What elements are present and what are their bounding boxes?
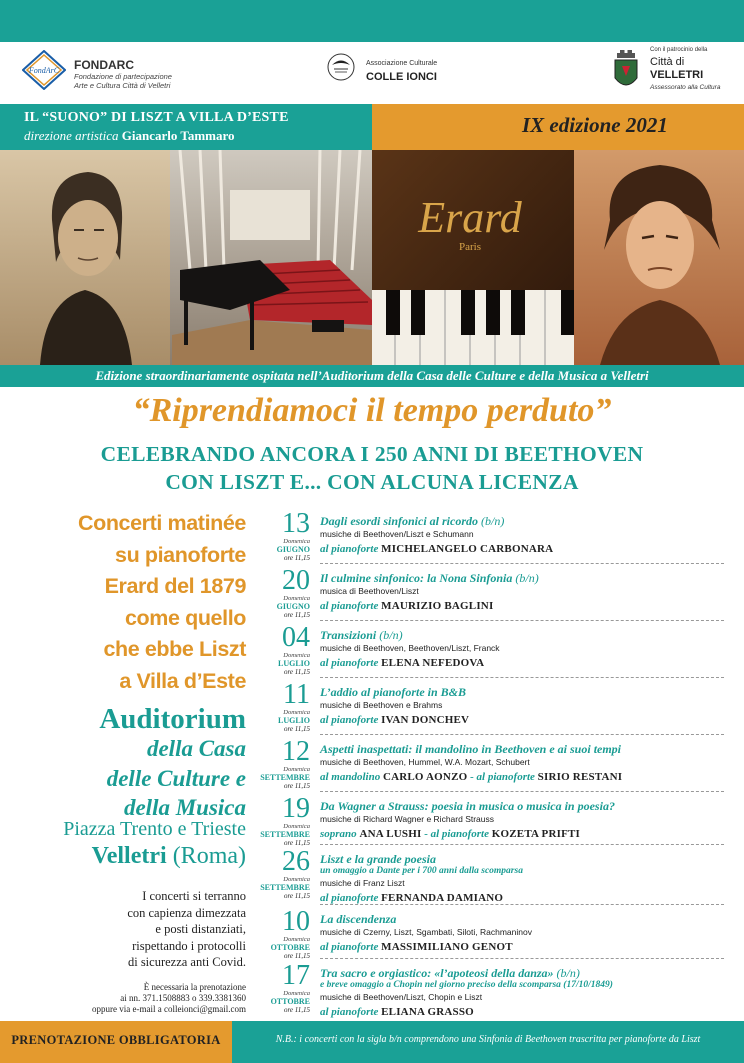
booking-info (10, 982, 246, 1015)
performer-role: al pianoforte (320, 543, 379, 555)
concert-day: 19 (282, 793, 310, 824)
covid-line: I concerti si terranno (142, 889, 246, 903)
concert-title (320, 912, 734, 926)
concert-date (250, 848, 310, 900)
auditorium-name-line: delle Culture e (106, 765, 246, 791)
concert-program: musiche di Franz Liszt (320, 878, 405, 888)
concert-title-text: Transizioni (320, 628, 377, 642)
auditorium-name (10, 734, 246, 823)
fondarc-title: FONDARC (74, 58, 134, 72)
concert-weekday: Domenica (283, 876, 310, 883)
covid-line: rispettando i protocolli (132, 938, 246, 953)
fondarc-subtitle (74, 72, 194, 90)
headline-quote: “Riprendiamoci il tempo perduto” (132, 392, 612, 429)
concerti-line: come quello (124, 605, 246, 630)
concert-title-text: Dagli esordi sinfonici al ricordo (320, 514, 479, 528)
concert-time: ore 11,15 (283, 1006, 310, 1014)
concert-time: ore 11,15 (283, 782, 310, 790)
top-band (0, 0, 744, 42)
concert-details (320, 912, 734, 954)
concert-program: musiche di Czerny, Liszt, Sgambati, Siloti, Rachmaninov (320, 927, 532, 937)
concerti-line: su pianoforte (115, 542, 246, 567)
concert-title (320, 742, 734, 756)
concert-time: ore 11,15 (283, 611, 310, 619)
fondarc-logo-text: FondArC (28, 66, 60, 75)
concert-time: ore 11,15 (283, 725, 310, 733)
headline-sub-2: CON LISZT E... CON ALCUNA LICENZA (165, 470, 579, 494)
performer-name: MAURIZIO BAGLINI (381, 600, 494, 612)
performer-name: ANA LUSHI (359, 828, 422, 840)
concert-title-text: Tra sacro e orgiastico: «l’apoteosi della danza» (320, 966, 554, 980)
concerti-line: Erard del 1879 (104, 574, 246, 598)
performer-name: MASSIMILIANO GENOT (381, 941, 513, 953)
velletri-city: Città di (650, 56, 685, 68)
beethoven-portrait (574, 150, 744, 365)
velletri-crest-icon (612, 48, 640, 94)
performer-role: al pianoforte (430, 828, 489, 840)
concert-program: musiche di Beethoven e Brahms (320, 700, 443, 710)
concert-divider (320, 904, 724, 905)
performer-role: al pianoforte (320, 941, 379, 953)
erard-keyboard-photo (372, 150, 574, 365)
concert-details (320, 966, 734, 1019)
concert-day: 11 (283, 679, 310, 710)
concert-title-text: Liszt e la grande poesia (320, 852, 436, 866)
concert-time: ore 11,15 (283, 839, 310, 847)
concert-time: ore 11,15 (283, 952, 310, 960)
fondarc-subtitle-line: Arte e Cultura Città di Velletri (74, 81, 171, 90)
performer-name: KOZETA PRIFTI (491, 828, 581, 840)
concert-tag: (b/n) (379, 628, 403, 642)
performer-role: al pianoforte (476, 771, 535, 783)
concert-performers (320, 713, 734, 727)
concert-tag: (b/n) (481, 514, 505, 528)
concert-performers (320, 1005, 734, 1019)
booking-phones: ai nn. 371.1508883 o 339.3381360 (120, 993, 246, 1003)
concert-time: ore 11,15 (283, 892, 310, 900)
concert-divider (320, 958, 724, 959)
concert-details (320, 685, 734, 727)
festival-title: IL “SUONO” DI LISZT A VILLA D’ESTE (24, 110, 289, 125)
colle-ionci-logo (326, 52, 356, 82)
photo-strip (0, 150, 744, 365)
concert-subtitle: un omaggio a Dante per i 700 anni dalla scomparsa (320, 866, 523, 876)
concert-title (320, 514, 734, 528)
concert-title (320, 628, 734, 642)
concert-month: OTTOBRE (270, 997, 310, 1006)
concert-performers (320, 827, 734, 841)
concert-date (250, 962, 310, 1014)
fondarc-subtitle-line: Fondazione di partecipazione (74, 72, 172, 81)
concert-performers (320, 770, 734, 784)
booking-email: oppure via e-mail a colleionci@gmail.com (92, 1004, 246, 1014)
concert-date (250, 795, 310, 847)
concert-title-text: Il culmine sinfonico: la Nona Sinfonia (320, 571, 513, 585)
director-name: Giancarlo Tammaro (121, 128, 235, 143)
concert-program: musiche di Richard Wagner e Richard Strauss (320, 814, 495, 824)
concert-month: GIUGNO (276, 545, 310, 554)
auditorium-photo (170, 150, 372, 365)
concert-day: 17 (282, 960, 310, 991)
concert-title (320, 685, 734, 699)
performer-separator: - (424, 828, 428, 840)
concert-divider (320, 563, 724, 564)
concerti-line: a Villa d’Este (119, 668, 246, 693)
concert-program: musica di Beethoven/Liszt (320, 586, 419, 596)
venue-address: Piazza Trento e Trieste (63, 818, 246, 840)
concert-date (250, 908, 310, 960)
city-name: Velletri (91, 843, 167, 869)
concert-divider (320, 620, 724, 621)
auditorium-name-line: della Musica (123, 795, 246, 820)
concert-performers (320, 940, 734, 954)
edition-label: IX edizione 2021 (522, 113, 668, 137)
concert-performers (320, 891, 734, 905)
artistic-direction (24, 128, 235, 144)
concert-details (320, 628, 734, 670)
performer-name: ELENA NEFEDOVA (381, 657, 485, 669)
fondarc-logo (22, 50, 66, 90)
concert-details (320, 852, 734, 905)
concert-weekday: Domenica (283, 936, 310, 943)
auditorium-name-line: della Casa (146, 736, 246, 761)
concert-time: ore 11,15 (283, 668, 310, 676)
concert-day: 26 (282, 846, 310, 877)
concert-day: 10 (282, 906, 310, 937)
booking-required: È necessaria la prenotazione (143, 982, 246, 992)
concert-details (320, 514, 734, 556)
concert-tag: (b/n) (515, 571, 539, 585)
performer-role: al pianoforte (320, 892, 379, 904)
concert-weekday: Domenica (283, 538, 310, 545)
concert-date (250, 567, 310, 619)
covid-notice (10, 888, 246, 971)
velletri-office: Assessorato alla Cultura (650, 84, 721, 91)
performer-name: IVAN DONCHEV (381, 714, 470, 726)
concert-title-text: L’addio al pianoforte in B&B (320, 685, 467, 699)
erard-brand-text: Erard (418, 193, 522, 242)
velletri-name: VELLETRI (650, 69, 704, 81)
direction-label: direzione artistica (24, 128, 119, 143)
concert-date (250, 510, 310, 562)
footer-note: N.B.: i concerti con la sigla b/n comprendono una Sinfonia di Beethoven trascritta per pianoforte da Liszt (275, 1034, 701, 1045)
concert-performers (320, 656, 734, 670)
concert-weekday: Domenica (283, 766, 310, 773)
concert-month: GIUGNO (276, 602, 310, 611)
concert-details (320, 571, 734, 613)
covid-line: di sicurezza anti Covid. (127, 955, 246, 969)
concert-title (320, 852, 734, 866)
covid-line: e posti distanziati, (155, 922, 246, 936)
booking-mandatory: PRENOTAZIONE OBBLIGATORIA (11, 1033, 221, 1047)
performer-separator: - (470, 771, 474, 783)
performer-name: FERNANDA DAMIANO (381, 892, 504, 904)
concert-date (250, 624, 310, 676)
concert-weekday: Domenica (283, 652, 310, 659)
concert-title-text: Da Wagner a Strauss: poesia in musica o musica in poesia? (320, 799, 615, 813)
covid-line: con capienza dimezzata (127, 905, 246, 920)
concert-title (320, 966, 734, 980)
concert-day: 04 (282, 622, 310, 653)
performer-role: al mandolino (320, 771, 381, 783)
concert-divider (320, 677, 724, 678)
concert-weekday: Domenica (283, 823, 310, 830)
concert-title-text: Aspetti inaspettati: il mandolino in Beethoven e ai suoi tempi (320, 742, 622, 756)
performer-name: SIRIO RESTANI (537, 771, 623, 783)
concert-month: LUGLIO (277, 659, 310, 668)
concert-month: SETTEMBRE (260, 883, 310, 892)
performer-role: al pianoforte (320, 1006, 379, 1018)
concert-date (250, 738, 310, 790)
liszt-portrait (0, 150, 170, 365)
concert-day: 20 (282, 565, 310, 596)
concert-weekday: Domenica (283, 595, 310, 602)
concert-time: ore 11,15 (283, 554, 310, 562)
concerti-line: Concerti matinée (77, 511, 246, 535)
concert-divider (320, 791, 724, 792)
performer-role: al pianoforte (320, 657, 379, 669)
concert-title (320, 799, 734, 813)
velletri-patronage: Con il patrocinio della (650, 47, 708, 53)
concert-performers (320, 599, 734, 613)
venue-caption: Edizione straordinariamente ospitata nell’Auditorium della Casa delle Culture e della Musica a Velletri (95, 368, 649, 383)
concert-weekday: Domenica (283, 709, 310, 716)
performer-name: MICHELANGELO CARBONARA (381, 543, 554, 555)
concert-program: musiche di Beethoven/Liszt e Schumann (320, 529, 474, 539)
concerti-line: che ebbe Liszt (103, 637, 246, 661)
concert-program: musiche di Beethoven/Liszt, Chopin e Liszt (320, 992, 483, 1002)
concert-subtitle: e breve omaggio a Chopin nel giorno preciso della scomparsa (17/10/1849) (320, 980, 613, 990)
concert-weekday: Domenica (283, 990, 310, 997)
concert-month: SETTEMBRE (260, 830, 310, 839)
concert-tag: (b/n) (556, 966, 580, 980)
concert-month: SETTEMBRE (260, 773, 310, 782)
colle-ionci-name: COLLE IONCI (366, 71, 437, 83)
concert-day: 13 (282, 508, 310, 539)
concert-divider (320, 734, 724, 735)
performer-name: ELIANA GRASSO (381, 1006, 474, 1018)
concert-date (250, 681, 310, 733)
performer-role: al pianoforte (320, 600, 379, 612)
concert-title (320, 571, 734, 585)
concert-month: OTTOBRE (270, 943, 310, 952)
auditorium-title: Auditorium (99, 703, 246, 735)
province: (Roma) (172, 843, 246, 869)
venue-city (10, 843, 246, 870)
concert-program: musiche di Beethoven, Hummel, W.A. Mozart, Schubert (320, 757, 530, 767)
concerti-description (10, 508, 246, 697)
concert-details (320, 799, 734, 841)
concert-divider (320, 844, 724, 845)
concert-details (320, 742, 734, 784)
concert-day: 12 (282, 736, 310, 767)
performer-role: al pianoforte (320, 714, 379, 726)
colle-ionci-assoc: Associazione Culturale (366, 60, 438, 67)
headline-sub-1: CELEBRANDO ANCORA I 250 ANNI DI BEETHOVEN (100, 442, 644, 466)
performer-role: soprano (320, 828, 357, 840)
erard-paris-text: Paris (459, 241, 481, 253)
concert-program: musiche di Beethoven, Beethoven/Liszt, Franck (320, 643, 500, 653)
concert-performers (320, 542, 734, 556)
concert-title-text: La discendenza (320, 912, 397, 926)
performer-name: CARLO AONZO (382, 771, 468, 783)
concert-month: LUGLIO (277, 716, 310, 725)
